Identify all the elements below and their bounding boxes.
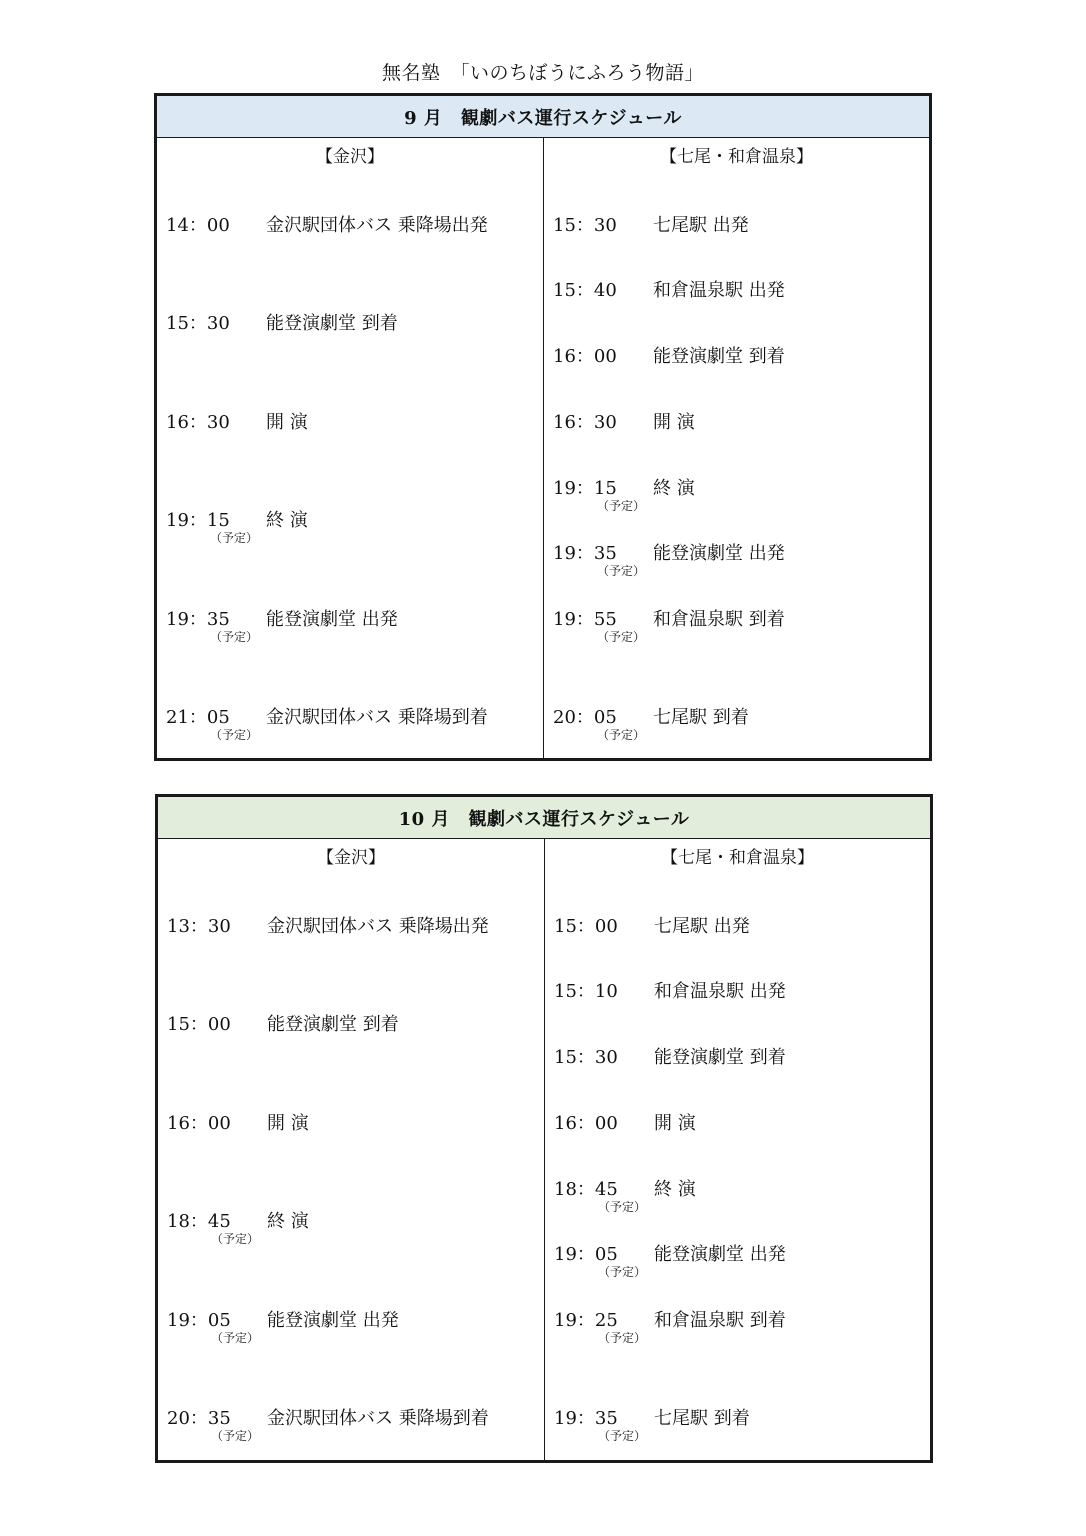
document-title: 無名塾 「いのちぼうにふろう物語」 (381, 62, 704, 84)
departure-time: 16：00 (554, 1113, 618, 1134)
schedule-event: 終 演 (654, 1179, 696, 1200)
schedule-row (553, 211, 923, 251)
schedule-event: 終 演 (653, 478, 695, 499)
departure-time: 15：10 (554, 981, 618, 1002)
departure-time: 19：05 (554, 1244, 618, 1265)
schedule-row (554, 1043, 924, 1083)
departure-time: 16：30 (553, 412, 617, 433)
departure-time: 14：00 (166, 215, 230, 236)
schedule-event: 終 演 (266, 510, 308, 531)
schedule-heading: 9 月 観劇バス運行スケジュール (157, 96, 929, 138)
schedule-row (554, 1404, 924, 1444)
october-schedule-table (155, 794, 933, 1463)
schedule-event: 能登演劇堂 出発 (266, 609, 398, 630)
schedule-event: 能登演劇堂 到着 (267, 1014, 399, 1035)
schedule-event: 和倉温泉駅 到着 (654, 1310, 786, 1331)
schedule-row (167, 1404, 537, 1444)
schedule-row (167, 1207, 537, 1247)
schedule-event: 開 演 (653, 412, 695, 433)
schedule-event: 七尾駅 出発 (654, 916, 750, 937)
schedule-event: 和倉温泉駅 到着 (653, 609, 785, 630)
departure-time: 19：35 (166, 609, 230, 630)
schedule-row (554, 1109, 924, 1149)
tentative-note: （予定） (211, 1429, 260, 1443)
schedule-row (166, 703, 536, 743)
schedule-heading: 10 月 観劇バス運行スケジュール (158, 797, 930, 839)
departure-time: 19：35 (553, 543, 617, 564)
schedule-row (167, 912, 537, 952)
departure-time: 15：30 (166, 313, 230, 334)
tentative-note: （予定） (598, 1331, 647, 1345)
schedule-row (167, 1010, 537, 1050)
schedule-row (553, 703, 923, 743)
tentative-note: （予定） (597, 630, 646, 644)
tentative-note: （予定） (597, 564, 646, 578)
tentative-note: （予定） (597, 499, 646, 513)
column-divider (544, 839, 545, 1460)
departure-time: 19：15 (166, 510, 230, 531)
departure-time: 20：05 (553, 707, 617, 728)
schedule-row (553, 408, 923, 448)
departure-time: 21：05 (166, 707, 230, 728)
schedule-event: 七尾駅 到着 (653, 707, 749, 728)
departure-time: 20：35 (167, 1408, 231, 1429)
nanao-wakura-column-title: 【七尾・和倉温泉】 (661, 848, 814, 868)
schedule-row (166, 605, 536, 645)
tentative-note: （予定） (597, 728, 646, 742)
departure-time: 18：45 (167, 1211, 231, 1232)
schedule-row (553, 605, 923, 645)
tentative-note: （予定） (598, 1265, 647, 1279)
tentative-note: （予定） (211, 1232, 260, 1246)
schedule-event: 能登演劇堂 出発 (654, 1244, 786, 1265)
schedule-row (553, 539, 923, 579)
schedule-row (166, 309, 536, 349)
departure-time: 16：30 (166, 412, 230, 433)
schedule-row (166, 408, 536, 448)
kanazawa-column-title: 【金沢】 (316, 147, 384, 167)
departure-time: 15：00 (554, 916, 618, 937)
departure-time: 15：40 (553, 280, 617, 301)
tentative-note: （予定） (210, 531, 259, 545)
departure-time: 16：00 (553, 346, 617, 367)
departure-time: 16：00 (167, 1113, 231, 1134)
schedule-row (553, 276, 923, 316)
schedule-event: 能登演劇堂 出発 (653, 543, 785, 564)
schedule-event: 能登演劇堂 到着 (654, 1047, 786, 1068)
schedule-row (553, 474, 923, 514)
column-divider (543, 138, 544, 758)
schedule-event: 金沢駅団体バス 乗降場到着 (266, 707, 488, 728)
schedule-event: 金沢駅団体バス 乗降場出発 (267, 916, 489, 937)
schedule-event: 開 演 (266, 412, 308, 433)
schedule-row (166, 506, 536, 546)
departure-time: 15：30 (554, 1047, 618, 1068)
schedule-event: 金沢駅団体バス 乗降場出発 (266, 215, 488, 236)
september-schedule-table (154, 93, 932, 761)
schedule-event: 七尾駅 出発 (653, 215, 749, 236)
tentative-note: （予定） (598, 1200, 647, 1214)
tentative-note: （予定） (210, 630, 259, 644)
departure-time: 19：35 (554, 1408, 618, 1429)
kanazawa-column-title: 【金沢】 (317, 848, 385, 868)
tentative-note: （予定） (211, 1331, 260, 1345)
schedule-event: 金沢駅団体バス 乗降場到着 (267, 1408, 489, 1429)
schedule-event: 能登演劇堂 出発 (267, 1310, 399, 1331)
departure-time: 19：55 (553, 609, 617, 630)
tentative-note: （予定） (598, 1429, 647, 1443)
schedule-row (167, 1109, 537, 1149)
schedule-event: 能登演劇堂 到着 (266, 313, 398, 334)
schedule-event: 開 演 (654, 1113, 696, 1134)
schedule-row (554, 977, 924, 1017)
schedule-row (166, 211, 536, 251)
departure-time: 15：00 (167, 1014, 231, 1035)
departure-time: 18：45 (554, 1179, 618, 1200)
schedule-row (554, 1240, 924, 1280)
schedule-row (554, 1306, 924, 1346)
schedule-event: 和倉温泉駅 出発 (653, 280, 785, 301)
nanao-wakura-column-title: 【七尾・和倉温泉】 (660, 147, 813, 167)
departure-time: 15：30 (553, 215, 617, 236)
schedule-row (554, 912, 924, 952)
schedule-event: 七尾駅 到着 (654, 1408, 750, 1429)
schedule-row (167, 1306, 537, 1346)
schedule-event: 終 演 (267, 1211, 309, 1232)
schedule-event: 和倉温泉駅 出発 (654, 981, 786, 1002)
tentative-note: （予定） (210, 728, 259, 742)
schedule-event: 開 演 (267, 1113, 309, 1134)
schedule-row (553, 342, 923, 382)
schedule-row (554, 1175, 924, 1215)
departure-time: 19：15 (553, 478, 617, 499)
departure-time: 13：30 (167, 916, 231, 937)
schedule-event: 能登演劇堂 到着 (653, 346, 785, 367)
departure-time: 19：25 (554, 1310, 618, 1331)
departure-time: 19：05 (167, 1310, 231, 1331)
